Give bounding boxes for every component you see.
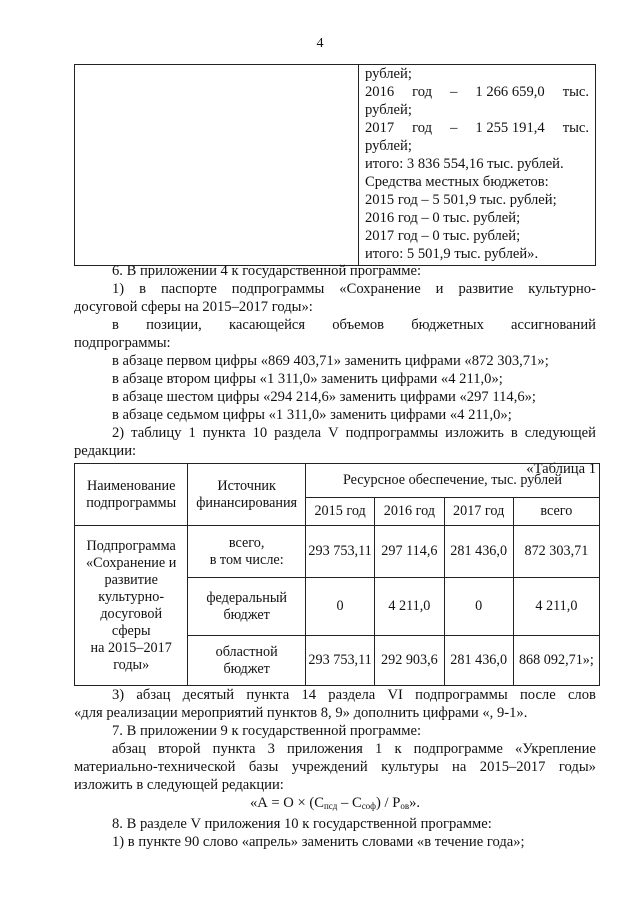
header-funding-source <box>188 464 306 526</box>
word: 10 <box>252 425 268 441</box>
cell-line: годы» <box>113 656 150 673</box>
word: на <box>452 759 467 775</box>
cell-line: федеральный <box>206 589 287 606</box>
word: – <box>450 84 458 100</box>
value-cell: 0 <box>444 578 513 636</box>
cell-line: Наименование <box>86 477 176 494</box>
funding-line: 2016 год – 0 тыс. рублей; <box>365 210 521 226</box>
word: подпрограммы <box>231 281 325 297</box>
amendment-1: в абзаце первом цифры «869 403,71» заменить цифрами «872 303,71»; <box>112 353 549 369</box>
word: позиции, <box>146 317 202 333</box>
cell-line: «Сохранение и <box>86 554 177 571</box>
word: 1) <box>112 281 125 297</box>
word: 14 <box>301 687 317 703</box>
paragraph-6-2-end: подпрограммы: <box>74 335 171 351</box>
paragraph-3-end: «для реализации мероприятий пунктов 8, 9» дополнить цифрами «, 9-1». <box>74 705 528 721</box>
header-year-2017: 2017 год <box>444 498 513 526</box>
word: бюджетных <box>411 317 484 333</box>
header-program-name <box>75 464 188 526</box>
cell-line: на 2015–2017 <box>90 639 172 656</box>
cell-line: развитие <box>104 571 158 588</box>
word: подпрограммы <box>415 687 508 703</box>
word: паспорте <box>160 281 217 297</box>
header-year-2016: 2016 год <box>375 498 444 526</box>
cell-line: Подпрограмма <box>86 537 176 554</box>
word: подпрограммы <box>345 425 439 441</box>
word: «Укрепление <box>515 741 596 757</box>
word: культуры <box>381 759 439 775</box>
value-cell: 281 436,0 <box>444 526 513 578</box>
cell-line: всего, <box>228 534 265 551</box>
word: в <box>112 317 119 333</box>
paragraph-7-title: 7. В приложении 9 к государственной программе: <box>112 723 422 739</box>
word: 3 <box>267 741 275 757</box>
paragraph-7-1-end: изложить в следующей редакции: <box>74 777 284 793</box>
word: раздела <box>274 425 322 441</box>
word: развитие <box>458 281 514 297</box>
word: 2015–2017 <box>479 759 546 775</box>
word: 2) <box>112 425 125 441</box>
cell-line: подпрограммы <box>86 494 177 511</box>
paragraph-6-1 <box>74 280 596 298</box>
word: после <box>519 687 556 703</box>
word: слов <box>567 687 596 703</box>
resource-table <box>74 463 600 686</box>
word: второй <box>158 741 201 757</box>
table-caption: «Таблица 1 <box>526 461 596 477</box>
word: и <box>435 281 444 297</box>
paragraph-6-3-end: редакции: <box>74 443 137 459</box>
word: – <box>450 120 458 136</box>
paragraph-7-1 <box>74 740 596 758</box>
cell-line: культурно- <box>98 588 165 605</box>
funding-line <box>365 119 589 137</box>
word: базы <box>248 759 279 775</box>
word: пункта <box>202 425 246 441</box>
paragraph-7-1-line2 <box>74 758 596 776</box>
word: «Сохранение <box>339 281 421 297</box>
value-cell: 297 114,6 <box>375 526 444 578</box>
paragraph-6-title: 6. В приложении 4 к государственной программе: <box>112 263 422 279</box>
word: 1 255 191,4 <box>475 120 545 136</box>
cell-line: досуговой <box>100 605 163 622</box>
word: годы» <box>558 759 596 775</box>
section-after-table <box>74 686 596 851</box>
value-cell: 4 211,0 <box>375 578 444 636</box>
value-cell: 872 303,71 <box>513 526 599 578</box>
cell-line: сферы <box>111 622 151 639</box>
paragraph-6-1-end: досуговой сферы на 2015–2017 годы»: <box>74 299 313 315</box>
header-total: всего <box>513 498 599 526</box>
word: в <box>139 281 147 297</box>
paragraph-6-2 <box>74 316 596 334</box>
formula: «$А = О \times (С_{псд} - С_{соф}) / Р_{ов}$». <box>249 795 421 811</box>
word: абзац <box>136 687 171 703</box>
funding-line: 2015 год – 5 501,9 тыс. рублей; <box>365 192 557 208</box>
word: подпрограмме <box>413 741 503 757</box>
funding-line: Средства местных бюджетов: <box>365 174 549 190</box>
cell-line: финансирования <box>196 494 298 511</box>
page-number: 4 <box>316 36 324 51</box>
word: материально-технической <box>74 759 236 775</box>
word: культурно- <box>528 281 596 297</box>
header-year-2015: 2015 год <box>305 498 374 526</box>
word: год <box>412 84 433 100</box>
top-table-empty-cell <box>75 65 359 266</box>
section-6 <box>74 262 596 478</box>
word: год <box>412 120 433 136</box>
cell-line: областной <box>215 643 278 660</box>
value-cell: 293 753,11 <box>305 636 374 686</box>
paragraph-8-title: 8. В разделе V приложения 10 к государственной программе: <box>112 816 492 832</box>
word: 2016 <box>365 84 395 100</box>
word: 2017 <box>365 120 395 136</box>
word: 3) <box>112 687 125 703</box>
word: VI <box>387 687 403 703</box>
value-cell: 0 <box>305 578 374 636</box>
word: к <box>394 741 402 757</box>
word: в <box>510 425 518 441</box>
header-resource: Ресурсное обеспечение, тыс. рублей <box>305 464 599 498</box>
value-cell: 292 903,6 <box>375 636 444 686</box>
word: изложить <box>445 425 504 441</box>
cell-line: бюджет <box>223 660 270 677</box>
word: таблицу <box>131 425 182 441</box>
word: пункта <box>246 687 290 703</box>
word: пункта <box>212 741 256 757</box>
paragraph-6-3 <box>74 424 596 442</box>
program-name-cell <box>75 526 188 686</box>
word: абзац <box>112 741 146 757</box>
word: ассигнований <box>511 317 596 333</box>
funding-line: итого: 5 501,9 тыс. рублей». <box>365 246 539 262</box>
source-cell <box>188 636 306 686</box>
funding-line: рублей; <box>365 138 412 154</box>
value-cell: 4 211,0 <box>513 578 599 636</box>
cell-line: Источник <box>217 477 276 494</box>
value-cell: 281 436,0 <box>444 636 513 686</box>
word: объемов <box>332 317 385 333</box>
amendment-3: в абзаце шестом цифры «294 214,6» заменить цифрами «297 114,6»; <box>112 389 536 405</box>
funding-line: итого: 3 836 554,16 тыс. рублей. <box>365 156 564 172</box>
word: раздела <box>328 687 376 703</box>
paragraph-3 <box>74 686 596 704</box>
source-cell <box>188 578 306 636</box>
funding-line <box>365 83 589 101</box>
word: V <box>328 425 339 441</box>
word: следующей <box>524 425 596 441</box>
cell-line: в том числе: <box>209 551 284 568</box>
paragraph-8-1: 1) в пункте 90 слово «апрель» заменить словами «в течение года»; <box>112 834 525 850</box>
funding-line: рублей; <box>365 66 412 82</box>
word: тыс. <box>562 84 589 100</box>
value-cell: 293 753,11 <box>305 526 374 578</box>
cell-line: бюджет <box>223 606 270 623</box>
word: десятый <box>182 687 235 703</box>
word: 1 266 659,0 <box>475 84 545 100</box>
top-table-funding-cell <box>359 65 596 266</box>
word: приложения <box>287 741 363 757</box>
amendment-4: в абзаце седьмом цифры «1 311,0» заменить цифрами «4 211,0»; <box>112 407 512 423</box>
amendment-2: в абзаце втором цифры «1 311,0» заменить цифрами «4 211,0»; <box>112 371 503 387</box>
source-cell <box>188 526 306 578</box>
top-table <box>74 64 596 266</box>
word: учреждений <box>291 759 368 775</box>
funding-line: рублей; <box>365 102 412 118</box>
word: тыс. <box>562 120 589 136</box>
value-cell: 868 092,71»; <box>513 636 599 686</box>
word: касающейся <box>228 317 306 333</box>
word: 1 <box>188 425 196 441</box>
funding-line: 2017 год – 0 тыс. рублей; <box>365 228 521 244</box>
word: 1 <box>375 741 383 757</box>
